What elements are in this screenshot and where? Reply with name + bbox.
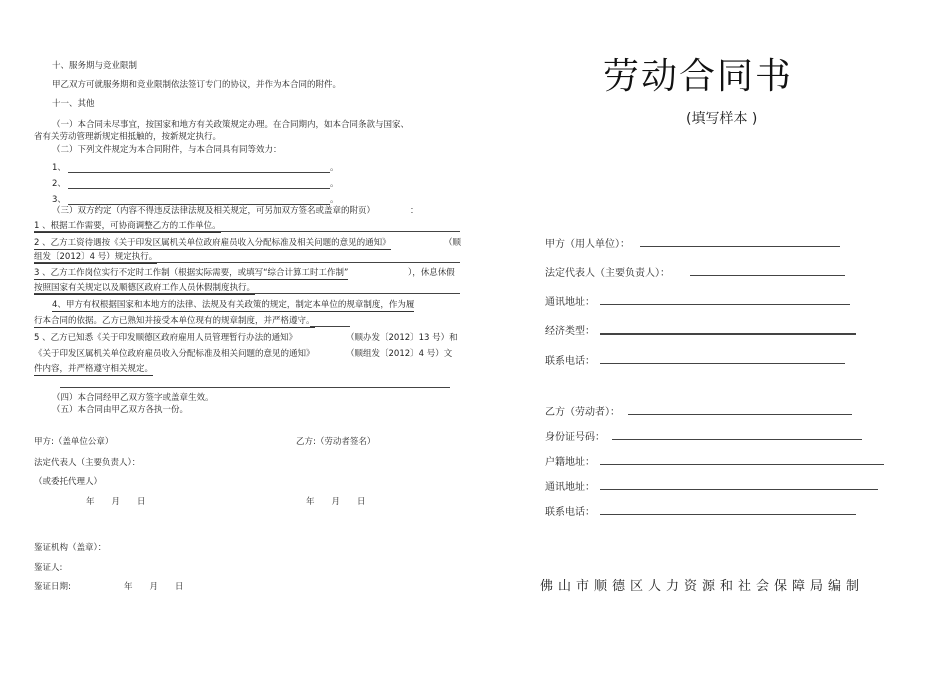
section-11-title: 十一、其他 xyxy=(52,99,95,109)
agreement-5-line-2-end: （顺组发〔2012〕4 号）文 xyxy=(346,349,453,359)
employee-address-line[interactable] xyxy=(600,489,878,490)
clause-2: （二）下列文件规定为本合同附件，与本合同具有同等效力： xyxy=(52,145,282,155)
economic-type-field[interactable] xyxy=(545,322,595,337)
employee-phone-label: 联系电话： xyxy=(545,507,595,518)
contract-subtitle: (填写样本 ) xyxy=(686,111,758,127)
party-b-signature: 乙方:（劳动者签名） xyxy=(296,437,376,447)
id-number-field[interactable] xyxy=(545,428,605,443)
date-party-b: 年 月 日 xyxy=(306,497,366,507)
agreement-5-line-1-end: （顺办发〔2012〕13 号）和 xyxy=(346,333,458,343)
contract-title: 劳动合同书 xyxy=(603,56,794,97)
agreement-5-line-2: 《关于印发区属机关单位政府雇员收入分配标准及相关问题的意见的通知》 xyxy=(34,349,315,359)
economic-type-label: 经济类型： xyxy=(545,326,595,337)
annex-line-2 xyxy=(68,188,330,189)
legal-rep-line[interactable] xyxy=(690,275,845,276)
agreement-3-rule xyxy=(34,293,460,294)
agreement-4-line-2: 行本合同的依据。乙方已熟知并接受本单位现有的规章制度，并严格遵守。 xyxy=(34,316,315,326)
clause-4: （四）本合同经甲乙双方签字或盖章生效。 xyxy=(52,393,214,403)
employer-address-line[interactable] xyxy=(600,304,850,305)
verification-date-label: 鉴证日期: xyxy=(34,582,71,592)
legal-rep-label: 法定代表人（主要负责人）： xyxy=(545,268,670,279)
agreement-end-rule xyxy=(60,387,450,388)
agreement-3-line-1: 3 、乙方工作岗位实行不定时工作制（根据实际需要，或填写“综合计算工时工作制” xyxy=(34,268,349,278)
annex-period-3: 。 xyxy=(330,195,339,205)
id-number-line[interactable] xyxy=(612,439,862,440)
agreement-4-line-1: 4、甲方有权根据国家和本地方的法律、法规及有关政策的规定，制定本单位的规章制度，作为履 xyxy=(52,300,415,310)
employer-address-field[interactable] xyxy=(545,293,595,308)
agreement-1-rule xyxy=(34,231,460,232)
employee-field[interactable] xyxy=(545,403,620,418)
agreement-3-line-2: 按照国家有关规定以及顺德区政府工作人员休假制度执行。 xyxy=(34,283,256,293)
annex-item-1: 1、 xyxy=(52,163,66,173)
household-address-field[interactable] xyxy=(545,453,595,468)
verification-date: 年 月 日 xyxy=(124,582,184,592)
issuer-footer: 佛山市顺德区人力资源和社会保障局编制 xyxy=(540,579,865,594)
date-party-a: 年 月 日 xyxy=(86,497,146,507)
clause-1-line-1: （一）本合同未尽事宜，按国家和地方有关政策规定办理。在合同期内，如本合同条款与国家、 xyxy=(52,120,410,130)
section-10-title: 十、服务期与竞业限制 xyxy=(52,61,138,71)
agreement-3-line-1-end: ），休息休假 xyxy=(408,268,455,278)
employer-field[interactable] xyxy=(545,235,630,250)
employee-phone-field[interactable] xyxy=(545,503,595,518)
annex-period-1: 。 xyxy=(330,163,339,173)
annex-line-1 xyxy=(68,172,330,173)
employer-phone-field[interactable] xyxy=(545,352,595,367)
employee-address-field[interactable] xyxy=(545,478,595,493)
employee-phone-line[interactable] xyxy=(600,514,856,515)
clause-1-line-2: 省有关劳动管理新规定相抵触的，按新规定执行。 xyxy=(34,132,222,142)
clause-3: （三）双方约定（内容不得违反法律法规及相关规定，可另加双方签名或盖章的附页） xyxy=(52,206,376,216)
employer-label: 甲方（用人单位）： xyxy=(545,239,630,250)
employee-address-label: 通讯地址： xyxy=(545,482,595,493)
clause-3-colon: ： xyxy=(410,206,419,216)
household-address-label: 户籍地址： xyxy=(545,457,595,468)
employee-label: 乙方（劳动者）： xyxy=(545,407,620,418)
section-10-body: 甲乙双方可就服务期和竞业限制依法签订专门的协议，并作为本合同的附件。 xyxy=(52,80,342,90)
employer-line[interactable] xyxy=(640,246,840,247)
economic-type-line[interactable] xyxy=(600,333,856,335)
party-a-seal: 甲方:（盖单位公章） xyxy=(34,437,114,447)
agreement-5-line-1: 5 、乙方已知悉《关于印发顺德区政府雇用人员管理暂行办法的通知》 xyxy=(34,333,298,343)
annex-item-3: 3、 xyxy=(52,195,66,205)
annex-period-2: 。 xyxy=(330,179,339,189)
agreement-4-rule xyxy=(310,326,350,327)
authorized-agent: （或委托代理人） xyxy=(34,477,103,487)
agreement-5-line-3: 件内容，并严格遵守相关规定。 xyxy=(34,364,154,374)
agreement-2-line-1-end: （顺 xyxy=(444,238,462,248)
employer-phone-line[interactable] xyxy=(600,363,845,364)
agreement-2-rule xyxy=(34,262,460,263)
id-number-label: 身份证号码： xyxy=(545,432,605,443)
clause-5: （五）本合同由甲乙双方各执一份。 xyxy=(52,405,189,415)
legal-rep-field[interactable] xyxy=(545,264,670,279)
annex-line-3 xyxy=(68,204,330,205)
annex-item-2: 2、 xyxy=(52,179,66,189)
agreement-2-line-1: 2 、乙方工资待遇按《关于印发区属机关单位政府雇员收入分配标准及相关问题的意见的通知》 xyxy=(34,238,391,248)
agreement-1: 1 、根据工作需要，可协商调整乙方的工作单位。 xyxy=(34,221,221,231)
legal-representative: 法定代表人（主要负责人）： xyxy=(34,458,141,468)
employee-line[interactable] xyxy=(628,414,852,415)
employer-phone-label: 联系电话： xyxy=(545,356,595,367)
agreement-2-line-2: 组发〔2012〕4 号）规定执行。 xyxy=(34,252,158,262)
verification-organ: 鉴证机构（盖章）： xyxy=(34,543,107,553)
verifier: 鉴证人: xyxy=(34,563,63,573)
employer-address-label: 通讯地址： xyxy=(545,297,595,308)
household-address-line[interactable] xyxy=(600,464,884,465)
